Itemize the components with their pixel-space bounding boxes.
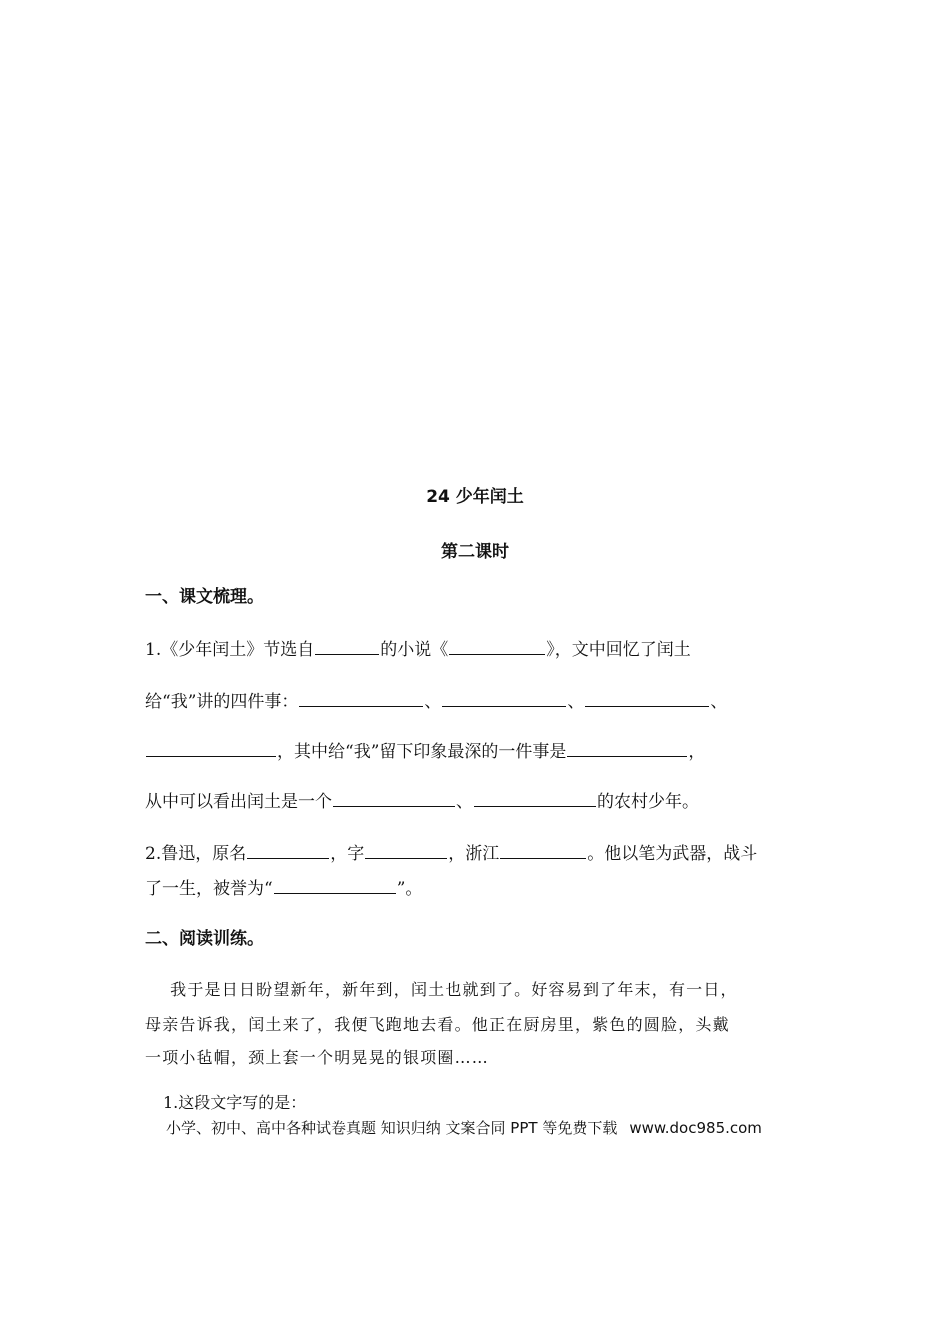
q1-line3-text-b: ，	[688, 742, 706, 762]
blank-event-3[interactable]	[585, 689, 709, 707]
q2-line1	[145, 841, 757, 865]
q1-line4	[145, 789, 699, 813]
q2-line2-text-a: 了一生，被誉为“	[145, 879, 273, 899]
blank-hometown[interactable]	[500, 841, 586, 859]
q2-line2	[145, 876, 422, 900]
blank-novel-title[interactable]	[449, 637, 545, 655]
blank-original-name[interactable]	[247, 841, 329, 859]
q1-line1-text-b: 的小说《	[380, 640, 449, 660]
q1-line2-sep1: 、	[424, 692, 442, 712]
q1-line2-sep2: 、	[567, 692, 585, 712]
q1-line4-sep: 、	[456, 792, 473, 812]
q1-line4-text-b: 的农村少年。	[597, 792, 699, 812]
q2-line2-text-b: ”。	[396, 879, 423, 899]
passage-line-1: 我于是日日盼望新年，新年到，闰土也就到了。好容易到了年末，有一日，	[145, 980, 738, 999]
passage-line-2: 母亲告诉我，闰土来了，我便飞跑地去看。他正在厨房里，紫色的圆脸，头戴	[145, 1015, 730, 1034]
section2-heading: 二、阅读训练。	[145, 929, 264, 949]
section1-heading: 一、课文梳理。	[145, 587, 264, 607]
q1-line3-text-a: ，其中给“我”留下印象最深的一件事是	[277, 742, 567, 762]
passage-line-3: 一项小毡帽，颈上套一个明晃晃的银项圈……	[145, 1048, 490, 1067]
blank-honorific[interactable]	[274, 876, 396, 894]
lesson-subtitle: 第二课时	[441, 542, 509, 562]
q1-line3	[145, 739, 705, 763]
q2-line1-text-a: 2.鲁迅，原名	[145, 844, 247, 864]
footer-text: 小学、初中、高中各种试卷真题 知识归纳 文案合同 PPT 等免费下载	[166, 1119, 618, 1137]
blank-trait-2[interactable]	[474, 789, 596, 807]
q1-line2-text-a: 给“我”讲的四件事：	[145, 692, 299, 712]
blank-event-4[interactable]	[146, 739, 276, 757]
q1-line1-text-a: 1.《少年闰土》节选自	[145, 640, 315, 660]
blank-trait-1[interactable]	[333, 789, 455, 807]
blank-courtesy-name[interactable]	[365, 841, 447, 859]
q2-line1-text-d: 。他以笔为武器，战斗	[587, 844, 758, 864]
blank-author[interactable]	[315, 637, 379, 655]
q1-line1-text-c: 》，文中回忆了闰土	[546, 640, 691, 660]
blank-event-2[interactable]	[442, 689, 566, 707]
q1-line1	[145, 637, 691, 661]
lesson-title: 24 少年闰土	[426, 487, 524, 507]
q2-line1-text-c: ，浙江	[448, 844, 500, 864]
blank-deepest-event[interactable]	[567, 739, 687, 757]
footer-url[interactable]: www.doc985.com	[629, 1119, 762, 1137]
q2-line1-text-b: ，字	[330, 844, 365, 864]
q1-line4-text-a: 从中可以看出闰土是一个	[145, 792, 332, 812]
q1-line2	[145, 689, 727, 713]
q1-line2-sep3: 、	[710, 692, 728, 712]
footer-banner	[166, 1117, 762, 1138]
blank-event-1[interactable]	[299, 689, 423, 707]
reading-question-1: 1.这段文字写的是：	[163, 1093, 307, 1112]
